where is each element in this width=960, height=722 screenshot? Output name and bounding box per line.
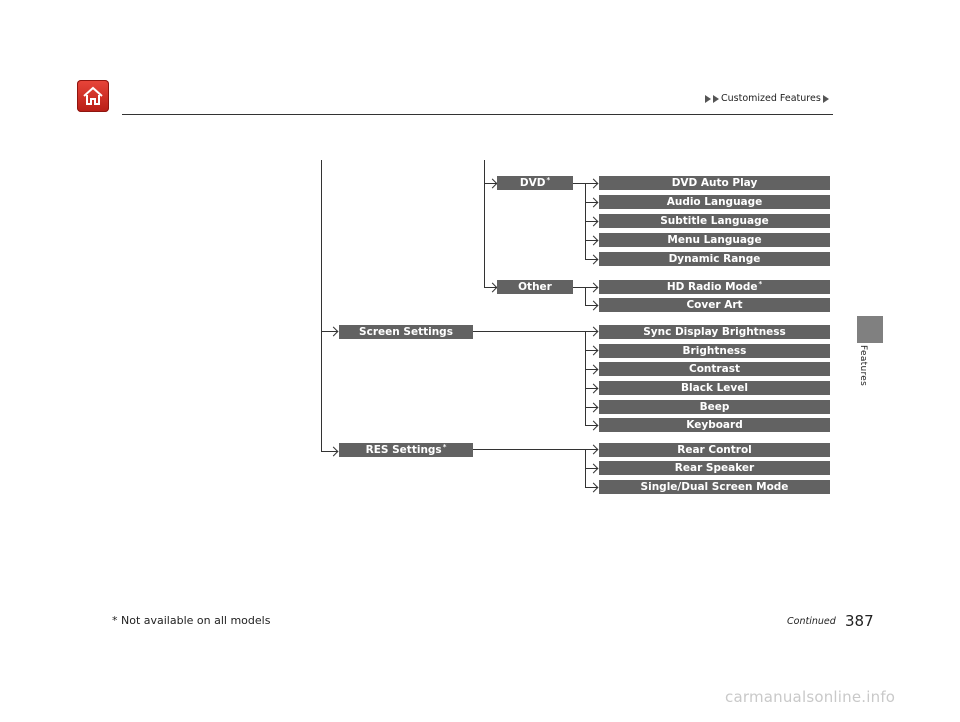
category-screen-settings[interactable] bbox=[339, 325, 473, 339]
menu-item[interactable]: Rear Control bbox=[599, 443, 830, 457]
arrow-icon bbox=[589, 217, 599, 227]
arrow-icon bbox=[589, 403, 599, 413]
category-res-settings-label: RES Settings bbox=[365, 444, 442, 456]
section-label: Features bbox=[858, 345, 868, 387]
category-dvd-label: DVD bbox=[519, 177, 546, 189]
tree-connector bbox=[484, 160, 485, 288]
continued-label: Continued bbox=[787, 616, 836, 627]
category-dvd[interactable] bbox=[497, 176, 573, 190]
arrow-icon bbox=[589, 365, 599, 375]
footnote: * Not available on all models bbox=[112, 614, 271, 627]
arrow-icon bbox=[589, 255, 599, 265]
arrow-icon bbox=[589, 301, 599, 311]
tree-connector bbox=[585, 287, 586, 306]
arrow-icon bbox=[589, 483, 599, 493]
breadcrumb-label[interactable]: Customized Features bbox=[721, 93, 821, 104]
category-other-label: Other bbox=[518, 281, 552, 293]
arrow-icon bbox=[589, 179, 599, 189]
arrow-icon bbox=[589, 384, 599, 394]
menu-item[interactable]: Contrast bbox=[599, 362, 830, 376]
footnote-mark: * bbox=[546, 176, 551, 184]
menu-item[interactable]: Brightness bbox=[599, 344, 830, 358]
menu-item[interactable]: Cover Art bbox=[599, 298, 830, 312]
menu-item-label: HD Radio Mode bbox=[666, 281, 758, 293]
menu-item[interactable]: Audio Language bbox=[599, 195, 830, 209]
category-other[interactable] bbox=[497, 280, 573, 294]
footnote-mark: * bbox=[758, 280, 763, 288]
footnote-mark: * bbox=[442, 443, 447, 451]
arrow-icon bbox=[589, 464, 599, 474]
arrow-icon bbox=[329, 327, 339, 337]
menu-item[interactable]: Beep bbox=[599, 400, 830, 414]
menu-item[interactable]: DVD Auto Play bbox=[599, 176, 830, 190]
menu-item[interactable]: Sync Display Brightness bbox=[599, 325, 830, 339]
category-screen-settings-label: Screen Settings bbox=[359, 326, 453, 338]
menu-item[interactable]: Black Level bbox=[599, 381, 830, 395]
category-res-settings[interactable] bbox=[339, 443, 473, 457]
menu-item[interactable]: Keyboard bbox=[599, 418, 830, 432]
tree-connector bbox=[585, 331, 586, 426]
arrow-icon bbox=[589, 445, 599, 455]
menu-item[interactable]: Subtitle Language bbox=[599, 214, 830, 228]
menu-item[interactable]: Rear Speaker bbox=[599, 461, 830, 475]
arrow-icon bbox=[589, 198, 599, 208]
arrow-icon bbox=[589, 327, 599, 337]
arrow-icon bbox=[329, 447, 339, 457]
tree-connector bbox=[473, 331, 586, 332]
arrow-icon bbox=[488, 179, 498, 189]
menu-item[interactable]: Single/Dual Screen Mode bbox=[599, 480, 830, 494]
arrow-icon bbox=[488, 283, 498, 293]
arrow-icon bbox=[589, 283, 599, 293]
page-number: 387 bbox=[845, 612, 874, 630]
arrow-icon bbox=[589, 346, 599, 356]
menu-item[interactable]: Menu Language bbox=[599, 233, 830, 247]
arrow-icon bbox=[589, 421, 599, 431]
menu-item[interactable] bbox=[599, 280, 830, 294]
tree-connector bbox=[473, 449, 586, 450]
watermark: carmanualsonline.info bbox=[725, 688, 896, 706]
tree-connector bbox=[321, 160, 322, 452]
arrow-icon bbox=[589, 236, 599, 246]
menu-item[interactable]: Dynamic Range bbox=[599, 252, 830, 266]
